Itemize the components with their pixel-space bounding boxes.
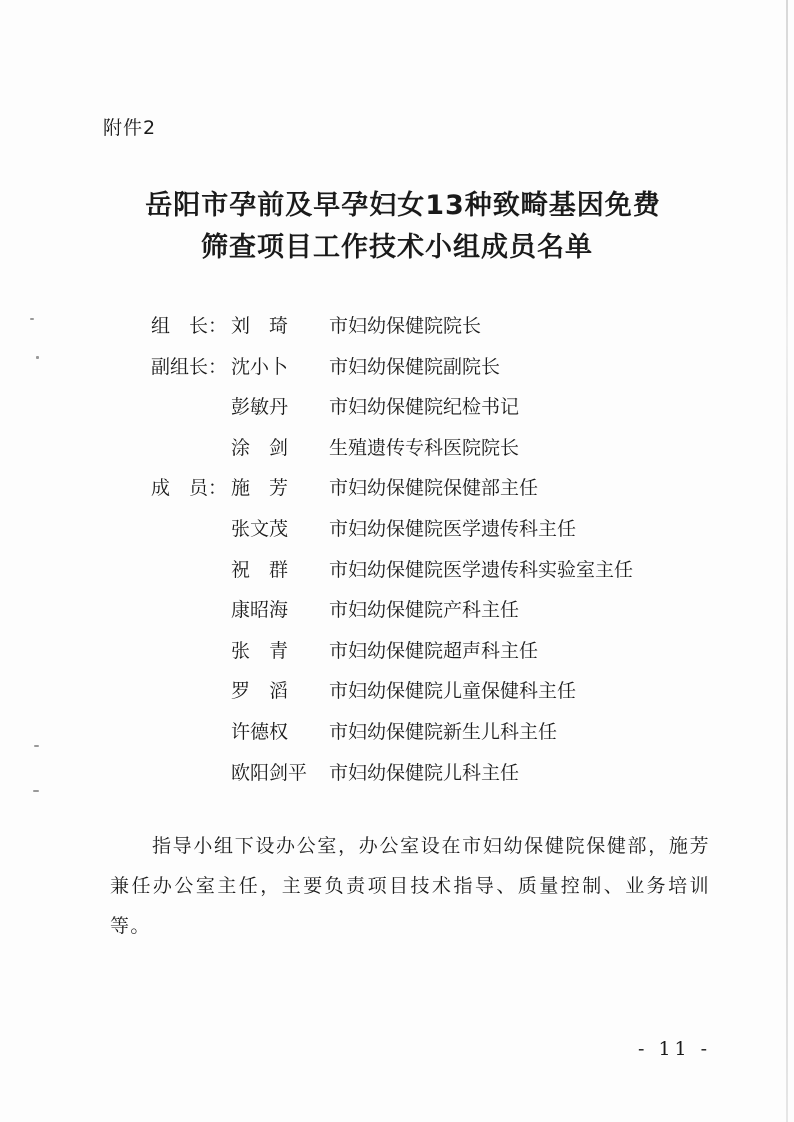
document-title-line1: 岳阳市孕前及早孕妇女13种致畸基因免费 [145, 190, 661, 221]
member-name: 欧阳剑平 [231, 761, 308, 784]
scan-speck [36, 356, 39, 359]
member-duty: 市妇幼保健院超声科主任 [329, 639, 539, 662]
member-name: 沈小卜 [231, 355, 289, 378]
member-name: 施 芳 [231, 477, 289, 500]
member-duty: 市妇幼保健院儿童保健科主任 [329, 680, 577, 703]
member-name: 许德权 [231, 720, 289, 743]
member-duty: 市妇幼保健院新生儿科主任 [329, 720, 558, 743]
member-duty: 市妇幼保健院保健部主任 [329, 477, 539, 500]
scan-speck [33, 790, 39, 792]
office-note-paragraph: 指导小组下设办公室，办公室设在市妇幼保健院保健部，施芳兼任办公室主任，主要负责项目技术指导、质量控制、业务培训等。 [110, 835, 710, 937]
member-role: 组 长： [151, 315, 228, 337]
member-duty: 市妇幼保健院医学遗传科主任 [329, 517, 577, 540]
member-name: 康昭海 [231, 599, 289, 622]
member-name: 刘 琦 [231, 315, 289, 337]
member-name: 罗 滔 [231, 680, 289, 703]
member-duty: 市妇幼保健院纪检书记 [329, 396, 520, 419]
member-duty: 市妇幼保健院院长 [329, 315, 482, 337]
member-duty: 市妇幼保健院医学遗传科实验室主任 [329, 558, 634, 581]
member-duty: 市妇幼保健院副院长 [329, 355, 501, 378]
scan-speck [30, 318, 34, 320]
member-name: 张文茂 [231, 517, 289, 540]
member-name: 张 青 [231, 639, 289, 662]
member-role: 副组长： [151, 355, 228, 378]
member-duty: 生殖遗传专科医院院长 [329, 436, 520, 459]
member-duty: 市妇幼保健院产科主任 [329, 599, 520, 622]
member-name: 涂 剑 [231, 436, 289, 459]
member-duty: 市妇幼保健院儿科主任 [329, 761, 520, 784]
page-number: - 11 - [638, 1038, 712, 1060]
scan-edge [786, 0, 788, 1122]
document-title-line2: 筛查项目工作技术小组成员名单 [201, 232, 593, 263]
member-name: 祝 群 [231, 558, 289, 581]
attachment-label: 附件2 [103, 117, 157, 139]
scan-speck [34, 745, 39, 747]
member-name: 彭敏丹 [231, 396, 289, 419]
member-role: 成 员： [151, 477, 228, 500]
